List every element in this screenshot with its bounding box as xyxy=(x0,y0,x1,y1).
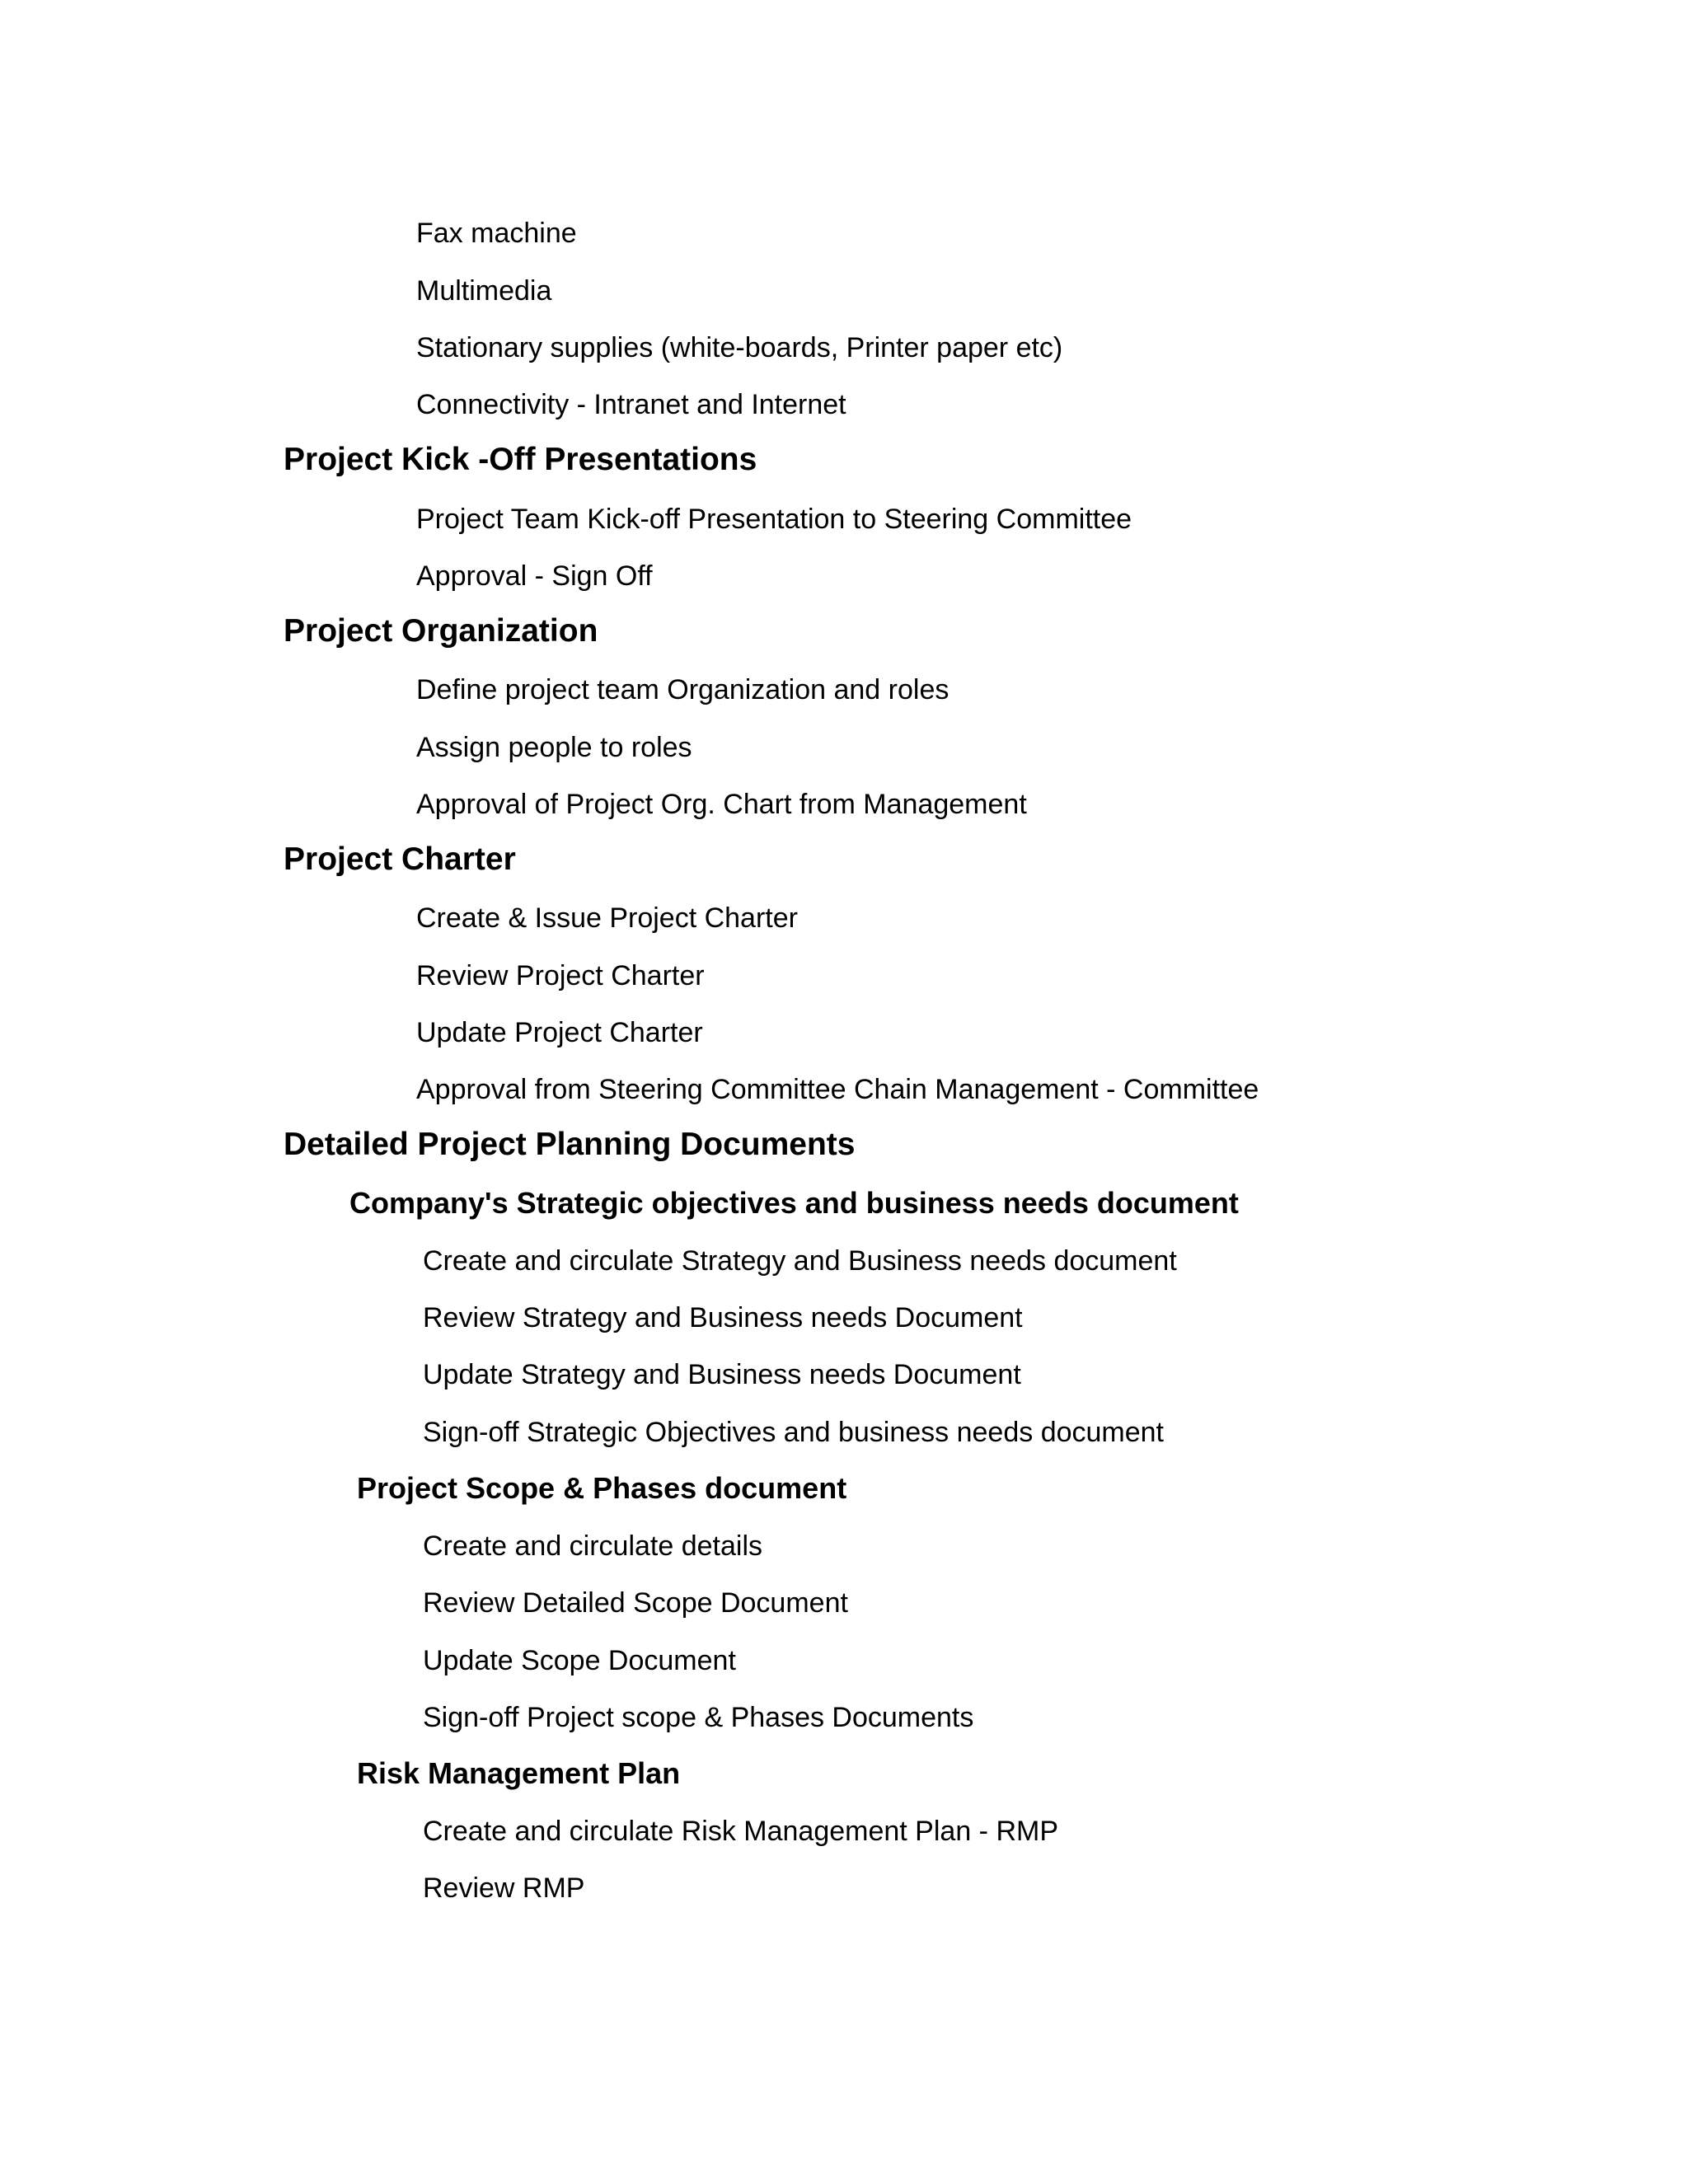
list-item: Approval from Steering Committee Chain Management - Committee xyxy=(416,1074,1259,1105)
section-heading: Project Charter xyxy=(284,841,516,877)
list-item: Review RMP xyxy=(423,1872,585,1904)
list-item: Define project team Organization and roles xyxy=(416,674,950,705)
list-item: Approval - Sign Off xyxy=(416,560,653,592)
subsection-heading: Risk Management Plan xyxy=(357,1756,681,1790)
list-item: Update Scope Document xyxy=(423,1645,736,1676)
list-item: Multimedia xyxy=(416,275,552,307)
list-item: Create & Issue Project Charter xyxy=(416,902,798,934)
list-item: Sign-off Strategic Objectives and business needs document xyxy=(423,1417,1165,1448)
list-item: Create and circulate Risk Management Plan - RMP xyxy=(423,1816,1058,1847)
list-item: Assign people to roles xyxy=(416,732,692,763)
section-heading: Project Kick -Off Presentations xyxy=(284,442,757,477)
list-item: Review Project Charter xyxy=(416,960,705,991)
list-item: Project Team Kick-off Presentation to Steering Committee xyxy=(416,504,1132,535)
section-heading: Project Organization xyxy=(284,613,598,649)
list-item: Update Strategy and Business needs Document xyxy=(423,1359,1021,1390)
list-item: Approval of Project Org. Chart from Management xyxy=(416,789,1027,820)
list-item: Stationary supplies (white-boards, Printer paper etc) xyxy=(416,332,1063,363)
subsection-heading: Project Scope & Phases document xyxy=(357,1471,847,1505)
section-heading: Detailed Project Planning Documents xyxy=(284,1127,856,1162)
list-item: Create and circulate details xyxy=(423,1530,763,1562)
list-item: Sign-off Project scope & Phases Documents xyxy=(423,1702,974,1733)
list-item: Update Project Charter xyxy=(416,1017,703,1048)
list-item: Connectivity - Intranet and Internet xyxy=(416,389,846,420)
list-item: Review Detailed Scope Document xyxy=(423,1587,848,1619)
subsection-heading: Company's Strategic objectives and business needs document xyxy=(349,1186,1239,1220)
list-item: Review Strategy and Business needs Document xyxy=(423,1302,1023,1333)
list-item: Fax machine xyxy=(416,218,577,249)
list-item: Create and circulate Strategy and Business needs document xyxy=(423,1245,1177,1277)
